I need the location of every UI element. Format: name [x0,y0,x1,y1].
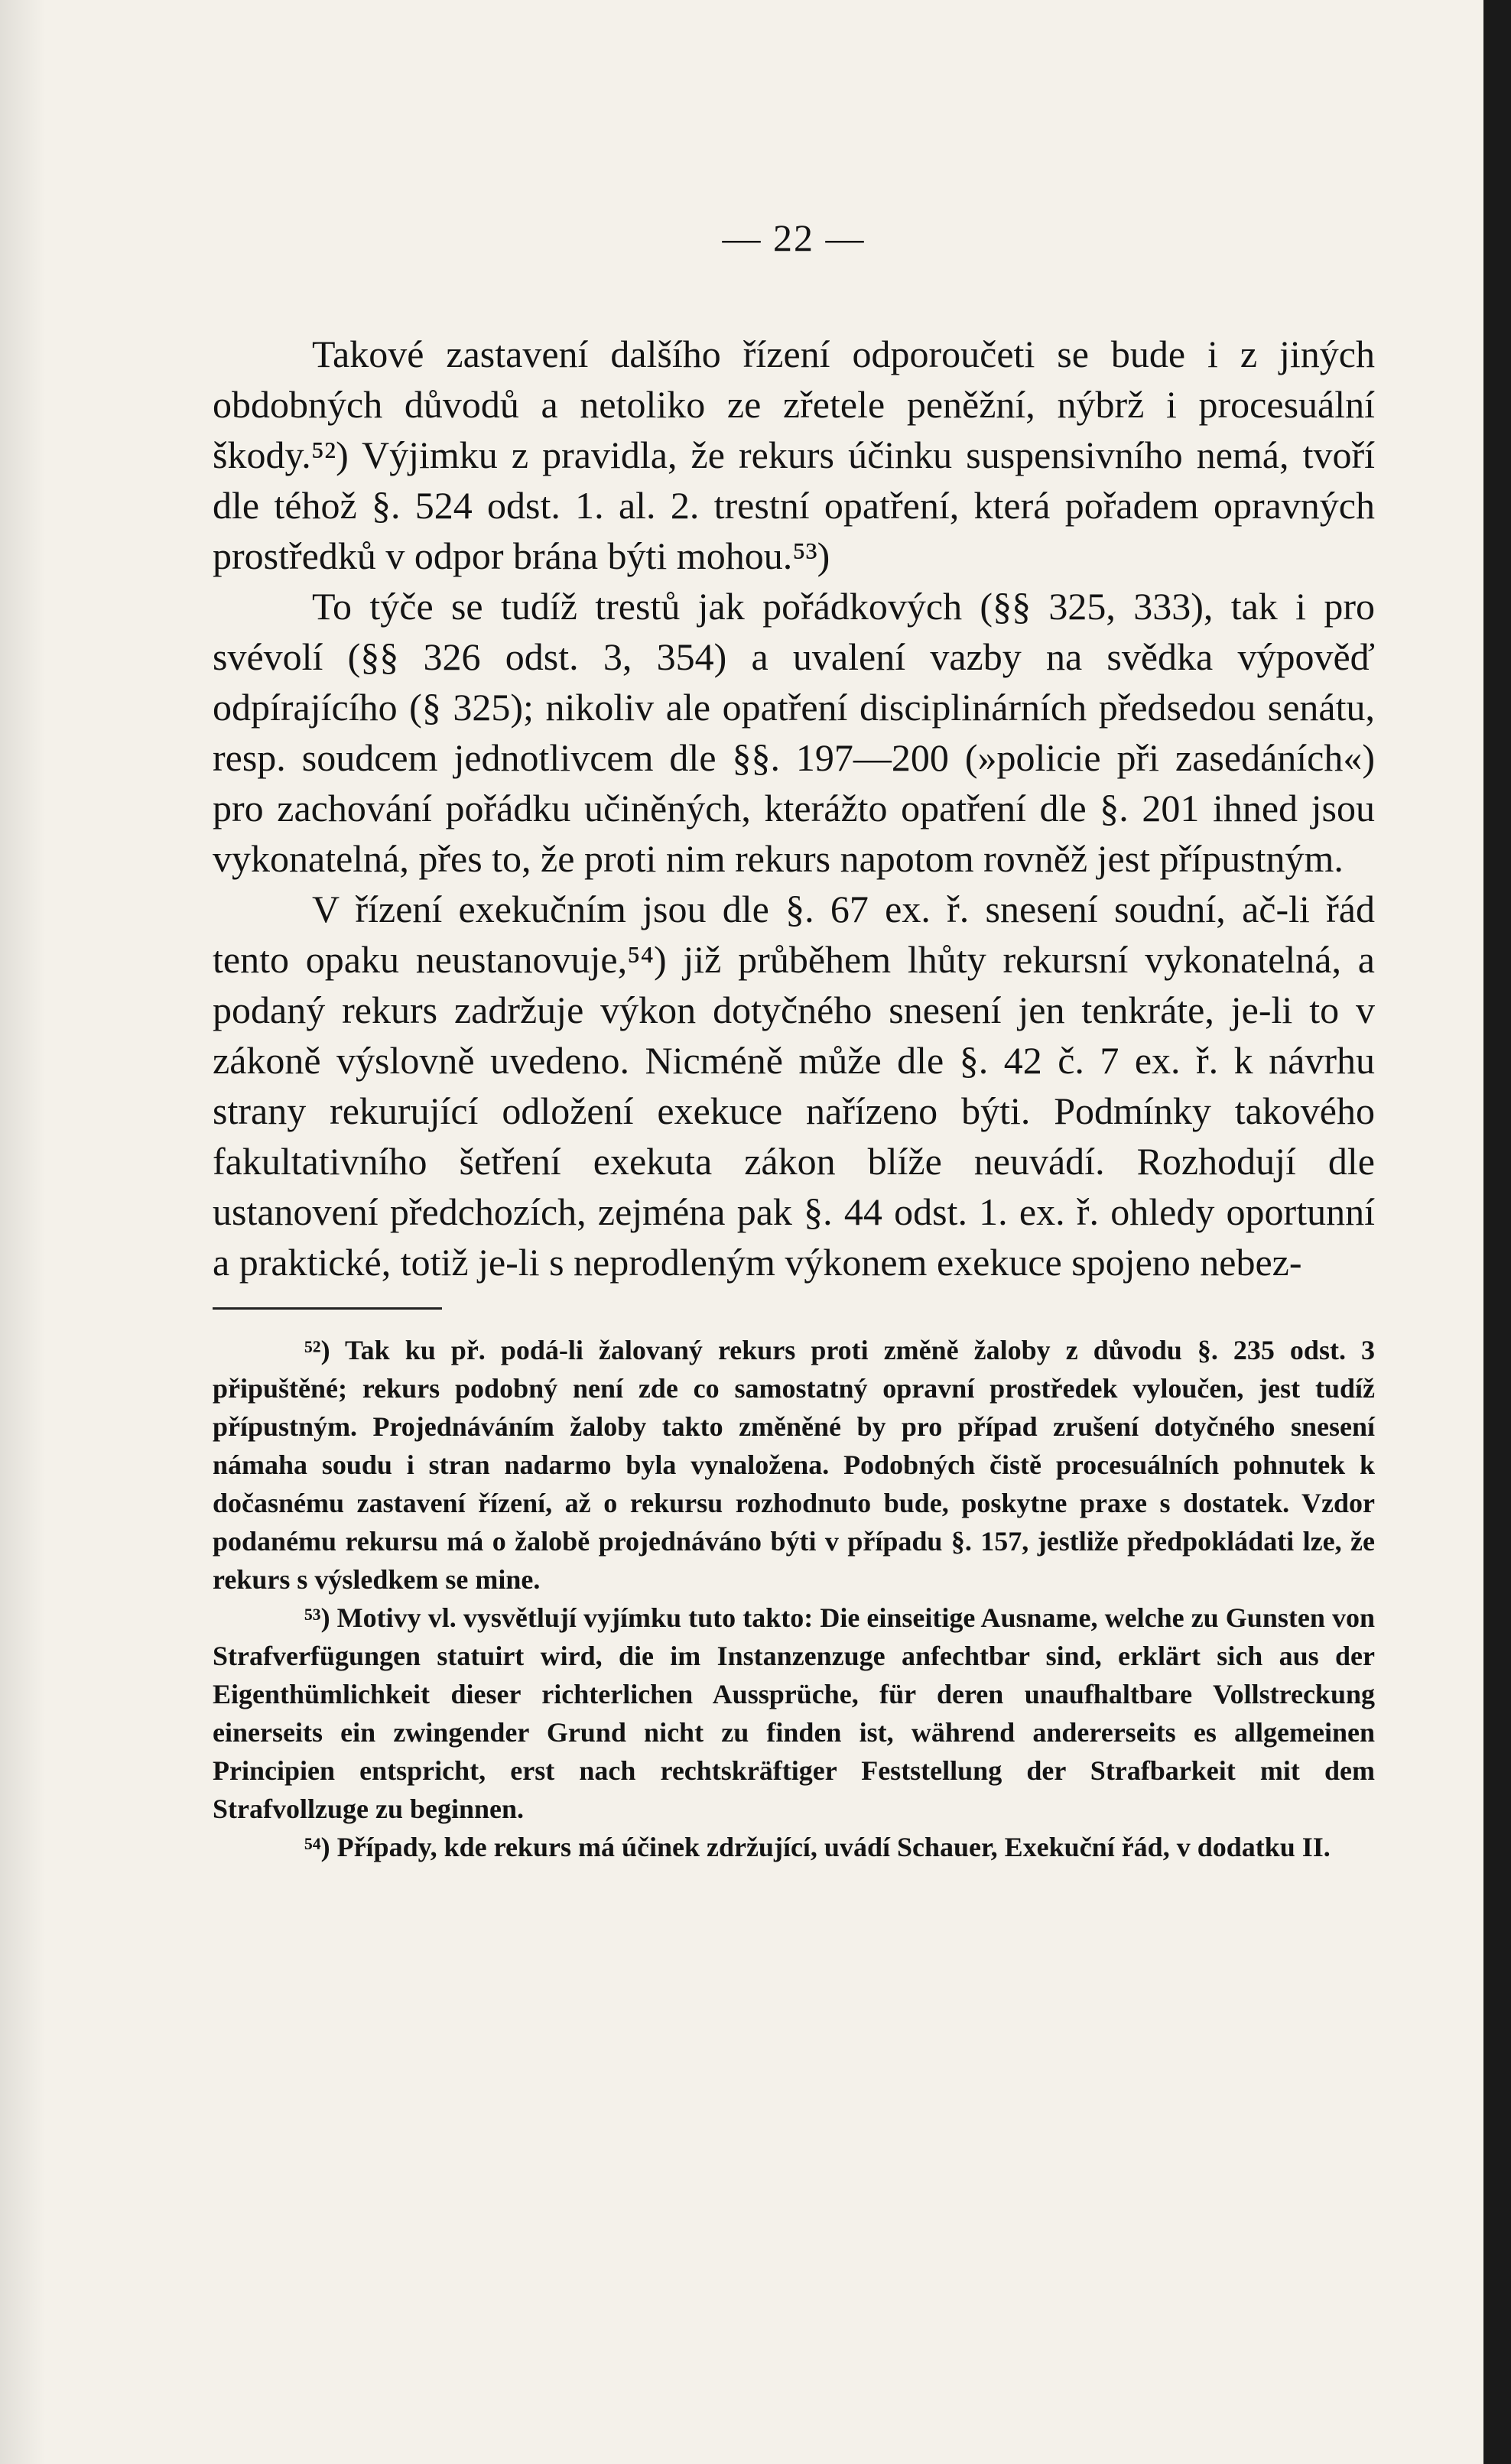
footnote-52: ⁵²) Tak ku př. podá-li žalovaný rekurs proti změně žaloby z důvodu §. 235 odst. 3 připuštěné; rekurs podobný není zde co samostatný opravní prostředek vyloučen, jest tudíž přípustným. Projednáváním žaloby takto změněné by pro případ zrušení dotyčného snesení námaha soudu i stran nadarmo byla vynaložena. Podobných čistě procesuálních pohnutek k dočasnému zastavení řízení, až o rekursu rozhodnuto bude, poskytne praxe s dostatek. Vzdor podanému rekursu má o žalobě projednáváno býti v případu §. 157, jestliže předpokládati lze, že rekurs s výsledkem se mine. [213,1335,1375,1595]
paragraph-2: To týče se tudíž trestů jak pořádkových (§§ 325, 333), tak i pro svévolí (§§ 326 odst. 3, 354) a uvalení vazby na svědka výpověď odpírajícího (§ 325); nikoliv ale opatření disciplinárních předsedou senátu, resp. soudcem jednotlivcem dle §§. 197—200 (»policie při zasedáních«) pro zachování pořádku učiněných, kterážto opatření dle §. 201 ihned jsou vykonatelná, přes to, že proti nim rekurs napotom rovněž jest přípustným. [213,585,1375,880]
paragraph-1: Takové zastavení dalšího řízení odporoučeti se bude i z jiných obdobných důvodů a netoliko ze zřetele peněžní, nýbrž i procesuální škody.⁵²) Výjimku z pravidla, že rekurs účinku suspensivního nemá, tvoří dle téhož §. 524 odst. 1. al. 2. trestní opatření, která pořadem opravných prostředků v odpor brána býti mohou.⁵³) [213,333,1375,577]
page-gutter-shadow [0,0,46,2464]
footnote-separator [213,1307,442,1310]
paragraph-3: V řízení exekučním jsou dle §. 67 ex. ř. snesení soudní, ač-li řád tento opaku neustanovuje,⁵⁴) již průběhem lhůty rekursní vykonatelná, a podaný rekurs zadržuje výkon dotyčného snesení jen tenkráte, je-li to v zákoně výslovně uvedeno. Nicméně může dle §. 42 č. 7 ex. ř. k návrhu strany rekurující odložení exekuce nařízeno býti. Podmínky takového fakultativního šetření exekuta zákon blíže neuvádí. Rozhodují dle ustanovení předchozích, zejména pak §. 44 odst. 1. ex. ř. ohledy oportunní a praktické, totiž je-li s neprodleným výkonem exekuce spojeno nebez- [213,888,1375,1284]
scan-border [1483,0,1511,2464]
body-text [213,329,1375,1287]
footnote-53: ⁵³) Motivy vl. vysvětlují vyjímku tuto takto: Die einseitige Ausname, welche zu Gunsten von Strafverfügungen statuirt wird, die im Instanzenzuge anfechtbar sind, erklärt sich aus der Eigenthümlichkeit dieser richterlichen Aussprüche, für deren unaufhaltbare Vollstreckung einerseits ein zwingender Grund nicht zu finden ist, während andererseits es allgemeinen Principien entspricht, erst nach rechtskräftiger Feststellung der Strafbarkeit mit dem Strafvollzuge zu beginnen. [213,1602,1375,1824]
footnotes [213,1331,1375,1866]
footnote-54: ⁵⁴) Případy, kde rekurs má účinek zdržující, uvádí Schauer, Exekuční řád, v dodatku II. [304,1832,1331,1862]
text-block [213,216,1375,1866]
page-number: — 22 — [722,216,866,259]
